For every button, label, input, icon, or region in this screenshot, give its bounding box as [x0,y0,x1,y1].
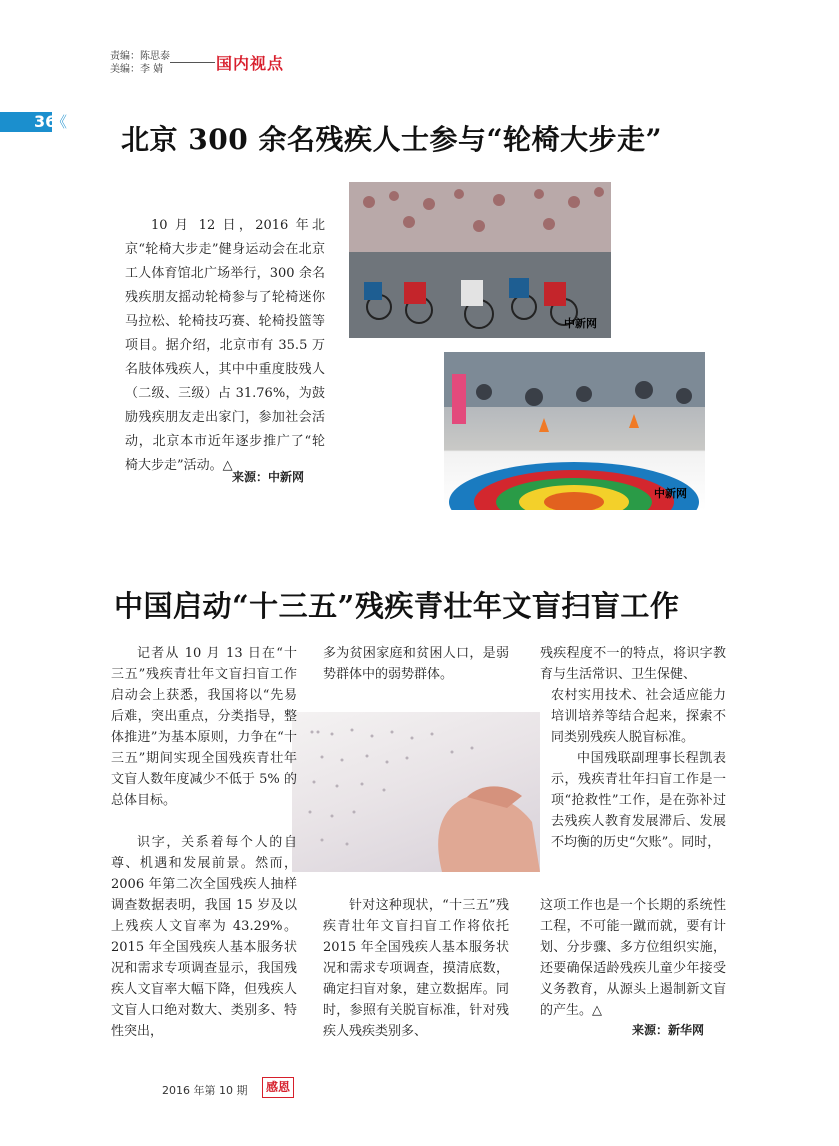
designer-credit-line: 美编：李 婧 [110,64,164,75]
article2-col2-para1: 多为贫困家庭和贫困人口，是弱势群体中的弱势群体。 [323,646,509,682]
article2-title: 中国启动“十三五”残疾青壮年文盲扫盲工作 [114,589,680,623]
page-arrow-icon: 《 [52,113,68,131]
article2-col3-para2: 中国残联副理事长程凯表示，残疾青壮年扫盲工作是一项“抢救性”工作，是在弥补过去残疾人教育发展滞后、发展不均衡的历史“欠账”。同时， [551,751,726,850]
photo1-watermark: 中新网 [564,317,597,330]
article2-source: 来源：新华网 [632,1023,705,1037]
section-label: 国内视点 [216,54,285,73]
braille-reading-illustration [292,712,540,872]
wheelchair-crowd-photo [349,182,611,338]
photo2-watermark: 中新网 [654,487,687,500]
article2-col1-para1: 记者从 10 月 13 日在“十三五”残疾青壮年文盲扫盲工作启动会上获悉，我国将以“先易后难，突出重点，分类指导，整体推进”为基本原则，力争在“十三五”期间实现全国残疾青壮年文盲人数年度减少不低于 5% 的总体目标。 [111,646,297,808]
wheelchair-target-photo [444,352,705,510]
article2-col3-para1b-text: 农村实用技术、社会适应能力培训培养等结合起来，探索不同类别残疾人脱盲标准。 [551,688,726,745]
article2-col3-para3: 这项工作也是一个长期的系统性工程，不可能一蹴而就，要有计划、分步骤、多方位组织实施，还要确保适龄残疾儿童少年接受义务教育，从源头上遏制新文盲的产生。△ [540,898,726,1018]
article2-col3-para1a: 残疾程度不一的特点，将识字教育与生活常识、卫生保健、 [540,646,726,682]
article2-col1-para2: 识字，关系着每个人的自尊、机遇和发展前景。然而，2006 年第二次全国残疾人抽样调查数据表明，我国 15 岁及以上残疾人文盲率为 43.29%。2015 年全国残疾人基本服务状况和需求专项调查显示，我国残疾人文盲率大幅下降，但残疾人文盲人口绝对数大、类别多、特性突出， [111,835,297,1039]
editor-credits [110,50,170,76]
magazine-logo: 感恩 [262,1077,294,1098]
article1-title: 北京 300 余名残疾人士参与“轮椅大步走” [121,123,663,156]
issue-label: 2016 年第 10 期 [162,1084,248,1097]
wheelchair-crowd-illustration [349,182,611,338]
braille-reading-photo [292,712,540,872]
wheelchair-target-illustration [444,352,705,510]
article2-col2-para2: 针对这种现状，“十三五”残疾青壮年文盲扫盲工作将依托 2015 年全国残疾人基本服务状况和需求专项调查，摸清底数，确定扫盲对象，建立数据库。同时，参照有关脱盲标准，针对残疾人残疾类别多、 [323,898,509,1039]
article1-source: 来源：中新网 [232,470,305,484]
page-number: 36 [34,112,57,131]
header-rule [170,62,215,63]
article1-body: 10 月 12 日，2016 年北京“轮椅大步走”健身运动会在北京工人体育馆北广场举行，300 余名残疾朋友摇动轮椅参与了轮椅迷你马拉松、轮椅技巧赛、轮椅投篮等项目。据介绍，北京市有 35.5 万名肢体残疾人，其中中重度肢残人（二级、三级）占 31.76%，为鼓励残疾朋友走出家门，参加社会活动，北京本市近年逐步推广了“轮椅大步走”活动。△ [125,218,325,473]
editor-credit-line: 责编：陈思泰 [110,51,170,62]
article2-col3-para1b [551,685,726,853]
